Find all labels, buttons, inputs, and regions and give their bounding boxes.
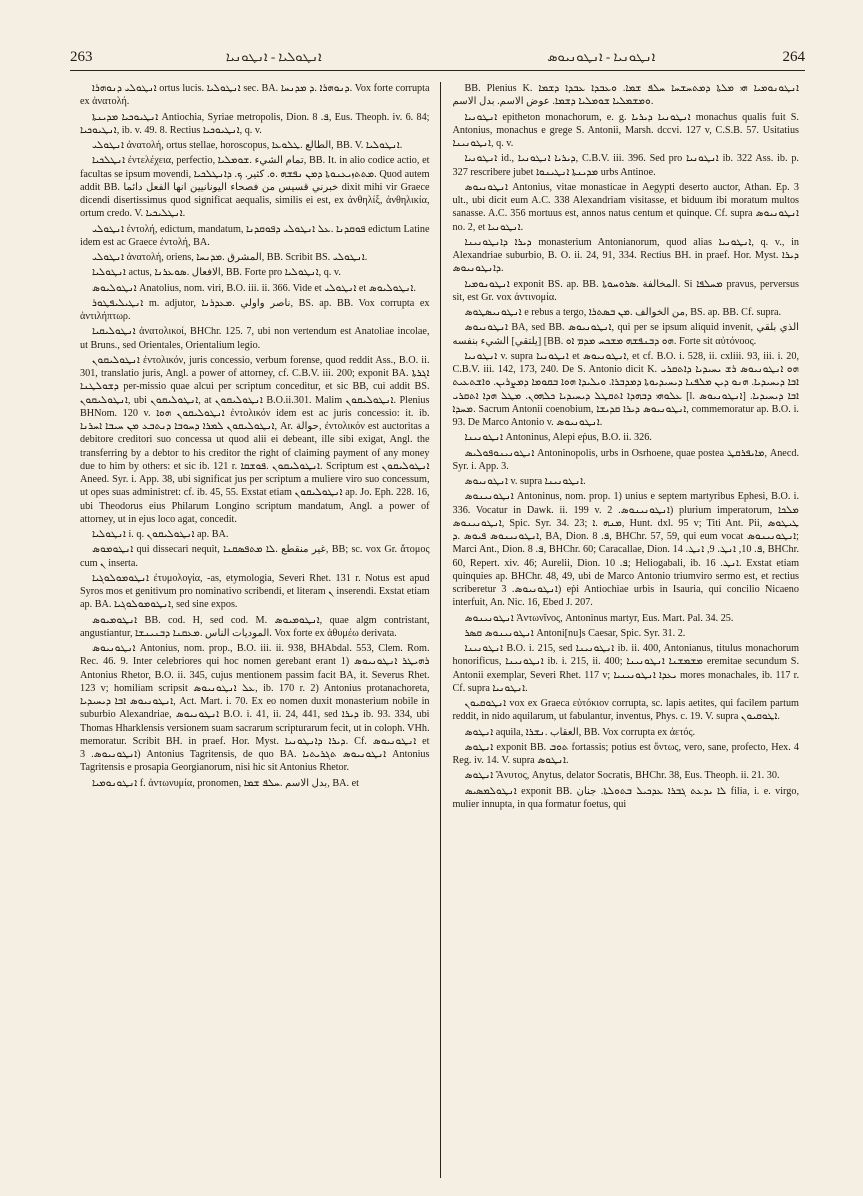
dictionary-entry: ܕܝܪܐ ܕܐܢܛܘܢܝܢܐ monasterium Antonianorum, quod alias ܐܢܛܘܢܝܐ, q. v., in Alexandriae suburbio, B. O. ii. 24, 91, 334. Rectius BH. in praef. Hor. Myst. ܕܝܪܐ ܕܐܢܛܘܢܝܘܣ. <box>452 236 800 275</box>
dictionary-entry: ܐܢܛܘܠܡܣܝܣ exponit BB. ܠܐ ܝܕܥܬ ܓܒܪܐ ܥܕܟܝܠ ܒܬܘܠܬܐ. جنان filia, i. e. virgo, mulier innupta, in qua formatur foetus, qui <box>452 785 799 810</box>
left-page-number: 263 <box>70 48 93 65</box>
dictionary-entry: ܐܢܛܘܠܝܐ actus, الافعال .ܣܘܥܪܢܐ, BB. Forte pro ܐܢܛܘܠܝܐ, q. v. <box>92 267 341 279</box>
dictionary-entry: ܐܢܛܘܠܝܩܝܐ ἀνατολικοί, BHChr. 125. 7, ubi non vertendum est Anatoliae incolae, ut Bruns., sed Orientales, Orientalium legio. <box>80 326 430 351</box>
dictionary-entry: ܐܢܛܘܢܝܘܣ BA, sed BB. ܐܢܛܘܢܝܘܣ, qui per se ipsum aliquid invenit, الذي بلقي [يلتقي] الشيء بنفسه [BB. ܗܘ ܕܒܢܦܫܗ ܡܫܟܚ ܡܕܡ ܐܘ. Forte sit αὐτόνοος. <box>452 322 800 347</box>
dictionary-entry: BB. Plenius K. ܐܢܛܘܢܘܡܝܐ ܗܝ ܡܠܬܐ ܕܡܬܚܫܚܐ ܚܠܦ ܫܡܐ. ܘܥܒܕܐ ܥܒܕܐ ܕܫܡܐ ܘܡܫܡܠܝܐ ܫܘܡܠܝܐ ܕܫܡܐ. عوض الاسم. بدل الاسم. <box>452 83 799 108</box>
dictionary-entry: ܐܢܛܘܠܝ ἀνατολή, ortus stellae, horoscopus, الطالع .ܛܠܘܥܐ, BB. V. ܐܢܛܘܠܝܐ. <box>92 140 403 151</box>
dictionary-entry: ܐܢܛܘܢܝܘܣ v. supra ܐܢܛܘܢܝܢܐ. <box>464 476 586 487</box>
dictionary-entry: ܐܢܛܘܠܝ ܕܢܘܗܪܐ ortus lucis. ܐܢܛܘܠܝܐ sec. BA. ܕܢܘܗܪܐ .ܕ ܡܕܢܚܐ. Vox forte corrupta ex ἀνατολή. <box>80 83 430 108</box>
dictionary-entry: ܐܢܛܘܣ exponit BB. ܬܘܒ fortassis; potius est ὄντως, vero, sane, profecto, Hex. 4 Reg. iv. 14. V. supra ܐܢܛܘܣ. <box>452 741 799 766</box>
dictionary-entry: ܐܢܛܘܢܝܘܣ Antonius, vitae monasticae in Aegypti deserto auctor, Athan. Ep. 3 ult., ubi dicit eum A.C. 338 Alexandriam visitasse, et biduum ibi moratum multos sanasse. A.C. 356 mortuus est, annos natus centum et quinque. Cf. supra ܐܢܛܘܢܝܘܣ no. 2, et ܐܢܛܘܢܝܐ. <box>452 181 799 233</box>
dictionary-entry: ܐܢܛܘܢܝܢܘܣ Ἀντωνῖνος, Antoninus martyr, Eus. Mart. Pal. 34. 25. <box>464 612 734 624</box>
dictionary-entry: ܐܢܛܘܢܝܣܛܘܣ e rebus a tergo, من الخوالف .ܡܢ ܒܣܬܪܐ, BS. ap. BB. Cf. supra. <box>464 307 782 318</box>
dictionary-entry: ܐܢܛܘܣ Ἄνυτος, Anytus, delator Socratis, BHChr. 38, Eus. Theoph. ii. 21. 30. <box>464 770 780 782</box>
dictionary-entry: ܐܢܛܘܢܝܐ id., ܕܝܪܝܐ ܐܢܛܘܢܝܐ, C.B.V. iii. 396. Sed pro ܐܢܛܘܢܝܐ ib. 322 Ass. ib. p. 327 rescribere jubet ܡܕܝܢܬܐ ܐܢܛܝܢܘܐ urbs Antinoe. <box>452 153 799 178</box>
dictionary-entry: ܐܢܛܘܡܘܠܘܓܝܐ ἐτυμολογία, -as, etymologia, Severi Rhet. 131 r. Notus est apud Syros mos et genitivum pro nominativo scribendi, et literam ܢ inserendi. Exstat etiam ap. BA. ܐܢܛܘܡܘܠܘܓܝܐ, sed sine expos. <box>80 572 430 611</box>
text-columns <box>74 82 805 1178</box>
right-page-number: 264 <box>782 48 805 65</box>
dictionary-entry: ܐܢܛܘܢܝܢܐ B.O. i. 215, sed ܐܢܛܘܢܝܢܐ ib. ii. 400, Antonianus, titulus monachorum honorificus, ܐܢܛܘܢܝܢܐ ib. i. 215, ii. 400; ܡܫܡܫܢܐ ܐܢܛܘܢܝܢܐ eremitae secundum S. Antonii exemplar, Severi Rhet. 117 v; ܝܥܕܐ ܐܢܛܘܢܝܢܝܐ mores monachales, ib. 117 r. Cf. supra ܐܢܛܘܢܝܐ. <box>452 643 799 694</box>
dictionary-entry: ܐܢܛܘܢܝܢܘܦܘܠܝܣ Antoninopolis, urbs in Osrhoene, quae postea ܡܐܝܦܪܩܛ, Anecd. Syr. i. App. 3. <box>452 447 799 472</box>
dictionary-entry: ܐܢܛܘܩܝܘܢ vox ex Graeca εὐτόκιον corrupta, sc. lapis aetites, qui facilem partum reddit, in nido aquilarum, ut fabulantur, inventus, Phys. c. 19. V. supra ܐܛܘܩܝܘܢ. <box>452 698 799 723</box>
left-running-head: ܐܢܛܘܠܝܐ - ܐܢܛܘܢܝܐ <box>225 49 322 64</box>
dictionary-entry: ܐܢܛܘܢܝܐ v. supra ܐܢܛܘܢܝܐ et ܐܢܛܘܢܝܘܣ, et cf. B.O. i. 528, ii. cxliii. 93, iii. i. 20, C.B.V. iii. 142, 173, 240. De S. Antonio dicit K. ܗܘ ܐܢܛܘܢܝܘܣ ܪܫ ܝܚܝܕܝܐ ܕܐܬܩܪܝ ܐܒܐ ܕܝܚܝܕܝܐ. ܗܢܘ ܕܝܢ ܡܠܦܢܐ ܕܝܚܝܕܝܘܬܐ ܕܡܕܒܪܐ. ܘܝܠܝܕܐ ܗܘܐ ܒܩܘܡܐ ܕܡܨܪܝܢ. ܘܐܫܬܥܝܬ ܥܠܘܗܝ ܕܒܗܕܐ ܐܬܩܛܠ ܕܝܚܝܕܝܐ ܟܠܗܘܢ. ܡܛܠ ܗܕܐ ܐܬܩܪܝ [l. ܐܢܛܘܢܝܘܣ] ܐܒܐ ܕܝܚܝܕܝܐ. ܡܚܕܐ. Sacrum Antonii coenobium, ܐܢܛܘܢܝܘܣ ܕܝܪܐ ܩܕܝܫܐ, commemoratur ap. B.O. i. 93. De Marco Antonio v. ܐܢܛܘܢܝܘܣ. <box>452 350 800 428</box>
dictionary-entry: ܐܢܛܘܡܘܣ qui dissecari nequit, غير منقطع .ܠܐ ܡܬܦܣܩܢܐ, BB; sc. vox Gr. ἄτομος cum ܢ inserta. <box>80 544 430 569</box>
dictionary-entry: ܐܢܛܘܠܝ ἐντολή, edictum, mandatum, ܦܘܩܕܢܐ .ܥܠ ܐܢܛܘܠܝ ܕܦܘܩܕܢܐ edictum Latine idem est ac Graece ἐντολή, BA. <box>80 223 430 248</box>
right-running-head: ܐܢܛܘܢܝܐ - ܐܢܛܘܢܝܘܣ <box>547 49 656 64</box>
dictionary-entry: ܐܢܛܘܠܝܩܘܢ ἐντολικόν, juris concessio, verbum forense, quod reddit Ass., B.O. ii. 301, translatio juris, Angl. a power of attorney, cf. C.B.V. iii. 200; exponit BA. ܐܓܪܬܐ ܕܫܘܠܛܢܐ per-missio quae alcui per scriptum conceditur, et sic BB, cui addit BS. ܐܢܛܘܠܝܩܘܢ, ubi ܐܢܛܘܠܝܩܘܢ, at ܐܢܛܘܠܝܩܘܢ B.O.ii.301. Malim ܐܢܛܘܠܝܩܘܢ. Plenius BHNom. 120 v. ܐܢܛܘܠܝܩܘܢ ܗܘܐ ἐντολικόν idem est ac juris concessio: it. ib. ܐܢܛܘܠܝܩܘܢ ܠܡܪܐ ܕܚܘܒܐ ܕܢܬܒܥ ܡܢ ܚܝܒܐ ܐܚܪܢܐ, Ar. حوالة, ἐντολικόν est auctoritas a debitore creditori suo concessa ut quod alii ei debeant, ille sibi exigat, Angl. the transferring by a debtor to his creditor the right of claiming payment of any money due to him by others: et sic ib. 121 r. ܐܢܛܘܠܝܩܘܢ .ܦܘܫܩܐ. Scriptum est ܐܢܛܘܠܝܩܘܢ Aneed. Syr. i. App. 38, ubi significat jus per scriptum a muliere viro suo concessum, ut opes suas administret: cf. ib. 45, 55. Exstat etiam ܐܢܛܘܠܝܩܘܢ ap. Jo. Eph. 228. 16, ubi Theodorus eius Philarum Longino scriptum mandatum, Angl. a power of attorney, ut in ejus loco agat, concedit. <box>80 354 430 525</box>
dictionary-entry: ܐܢܛܘܣ aquila, العقاب .ܢܫܪܐ, BB. Vox corrupta ex ἀετός. <box>464 726 696 738</box>
dictionary-entry: ܐܢܛܘܠܝܐ i. q. ܐܢܛܘܠܝܩܘܢ ap. BA. <box>92 529 229 540</box>
dictionary-entry: ܐܢܛܝܘܟܝܐ ܡܕܝܢܬܐ Antiochia, Syriae metropolis, Dion. ܦ. 8, Eus. Theoph. iv. 6. 84; ܐܢܛܝܘܟܝܐ, ib. v. 49. 8. Rectius ܐܢܛܝܘܟܝܐ, q. v. <box>80 111 430 136</box>
dictionary-entry: ܐܢܛܘܢܘܡܝܐ f. ἀντωνυμία, pronomen, بدل الاسم .ܚܠܦ ܫܡܐ, BA. et <box>92 777 359 789</box>
dictionary-entry: ܐܢܛܘܢܘܡܝܐ exponit BS. ap. BB. المخالفة .ܣܪܘܚܘܬܐ. Si ܡܚܠܦܐ pravus, perversus sit, est Gr. vox ἀντινομία. <box>452 278 800 303</box>
dictionary-entry: ܐܢܛܘܢܝܘܣ Antonius, nom. prop., B.O. iii. ii. 938, BHAbdal. 553, Clem. Rom. Rec. 46. 9. Inter celebriores qui hoc nomen gerebant erant 1) ܪܗܝܛܪ ܐܢܛܘܢܝܘܣ Antonius Rhetor, B.O. ii. 345, cujus mentionem passim facit BA, it. Severus Rhet. 123 v; homiliam scripsit ܥܠ ܐܢܛܘܢܝܘܣ, ib. 170 r. 2) Antonius protanachoreta, ܐܢܛܘܢܝܘܣ ܐܒܐ ܕܝܚܝܕܝܐ, Act. Mart. i. 70. Ex eo nomen duxit monasterium nobile in suburbio Alexandriae, ܐܢܛܘܢܝܘܣ B.O. i. 41, ii. 24, 441, sed ܕܝܪܐ ib. 93. 334, ubi Thomas Hharklensis versionem suam sacrarum scripturarum fecit, ut in coloph. VHh. memoratur. Scribit BH. in praef. Hor. Myst. ܕܝܪܐ ܕܐܢܛܘܢܝܐ. Cf. ܐܢܛܘܢܝܘܣ et ܐܢܛܘܢܝܘܣ. 3) Antonius Tagritensis, de quo BA. ܐܢܛܘܢܝܘܣ ܬܓܪܝܬܝܐ Antonius Tagritensis e prosapia Georgianorum, nisi hic sit Antonius Rhetor. <box>80 643 430 774</box>
left-column <box>74 82 440 1178</box>
dictionary-entry: ܐܢܛܘܢܝܢܘܣ Antoninus, nom. prop. 1) unius e septem martyribus Ephesi, B.O. i. 336. Vocatur in Dawk. ii. 199 v. ܐܢܛܘܢܝܢܘܣ. 2) plurium imperatorum, ܡܠܟܐ ܐܢܛܘܢܝܢܘܣ, Spic. Syr. 34. 23; ܡܢܗ .ܐ, Hunt. dxl. 95 v; Titi Ant. Pii, ܛܝܛܘܣ ܐܢܛܘܢܝܢܘܣ ܦܝܘܣ .ܕ, BA, Dion. ܦ. 8, BHChr. 57, 59, qui eum vocat ܐܢܛܘܢܝܢܘܣ; Marci Ant., Dion. ܦ. 8, BHChr. 60; Caracallae, Dion. ܦ. 10, ܐܢܛ. 9, ܐܢܛ. 14, BHChr. 60, Repert. xiv. 46; Aurelii, Dion. ܦ. 10; Heliogabali, ib. ܐܢܛ. 16. Exstat etiam quinquies ap. BHChr. 48, 49, ubi de Marco Antonio triumviro sermo est, et rectius scriberetur ܐܢܛܘܢܝܘܣ. 3) eṗi Antiochiae urbis in Isauria, qui concilio Nicaeno interfuit, An. Nic. 16, Ebed J. 207. <box>452 491 800 609</box>
dictionary-entry: ܐܢܛܘܠܝ ἀνατολή, oriens, المشرق .ܡܕܢܚܐ, BB. Scribit BS. ܐܢܛܘܠܝ. <box>92 252 368 263</box>
dictionary-entry: ܐܢܛܘܢܝܢܐ Antoninus, Alepi eṗus, B.O. ii. 326. <box>464 432 652 444</box>
dictionary-entry: ܐܢܛܝܠܝܦܛܘܪ m. adjutor, ناصر واولي .ܡܥܕܪܢܐ, BS. ap. BB. Vox corrupta ex ἀντιλήπτωρ. <box>80 297 430 322</box>
dictionary-entry: ܐܢܛܘܡܝܘܣ BB. cod. H, sed cod. M. ܐܢܛܘܡܝܘܣ, quae algm contristant, angustiantur, الموديات الناس .ܡܥܩܢܐ ܕܒܢܝܢܫܐ. Vox forte ex ἀθυμέω derivata. <box>80 614 430 639</box>
dictionary-entry: ܐܢܛܠܟܝܐ ἐντελέχεια, perfectio, تمام الشيء .ܫܘܡܠܝܐ, BB. It. in alio codice actio, et facultas se ipsum movendi, ܡܬܬܙܝܥܢܘܬܐ ܕܡܢ ܢܦܫܗ .ܘ. كثير. ܟ. ܕܐܢܛܠܟܝܐ. Quod autem addit BB. خبرني قسيس من فصحاء اليونانيين انها الفعل دائما dixit mihi vir Graece dicendi disertissimus quod significat aequalis, similis ei est, ex ἀνθηλίξ, ἀνθηλικία, ortum credo. V. ܐܢܛܠܝܟܝܐ. <box>80 155 430 220</box>
dictionary-entry: ܐܢܛܘܢܝܢܘܣ ܩܣܪ Antoni[nu]s Caesar, Spic. Syr. 31. 2. <box>464 627 686 639</box>
dictionary-entry: ܐܢܛܘܢܝܐ epitheton monachorum, e. g. ܐܢܛܘܢܝܐ ܕܝܪܝܐ monachus qualis fuit S. Antonius, monachus e grege S. Antonii, Marsh. dccvi. 127 v, C.S.B. 57. Usitatius ܐܢܛܘܢܝܢܐ, q. v. <box>452 111 799 149</box>
right-column <box>440 82 806 1178</box>
dictionary-entry: ܐܢܛܘܠܝܘܣ Anatolius, nom. viri, B.O. iii. ii. 366. Vide et ܐܢܛܘܠܝ et ܐܢܛܘܠܝܘܣ. <box>92 282 416 294</box>
page-header <box>70 44 805 71</box>
